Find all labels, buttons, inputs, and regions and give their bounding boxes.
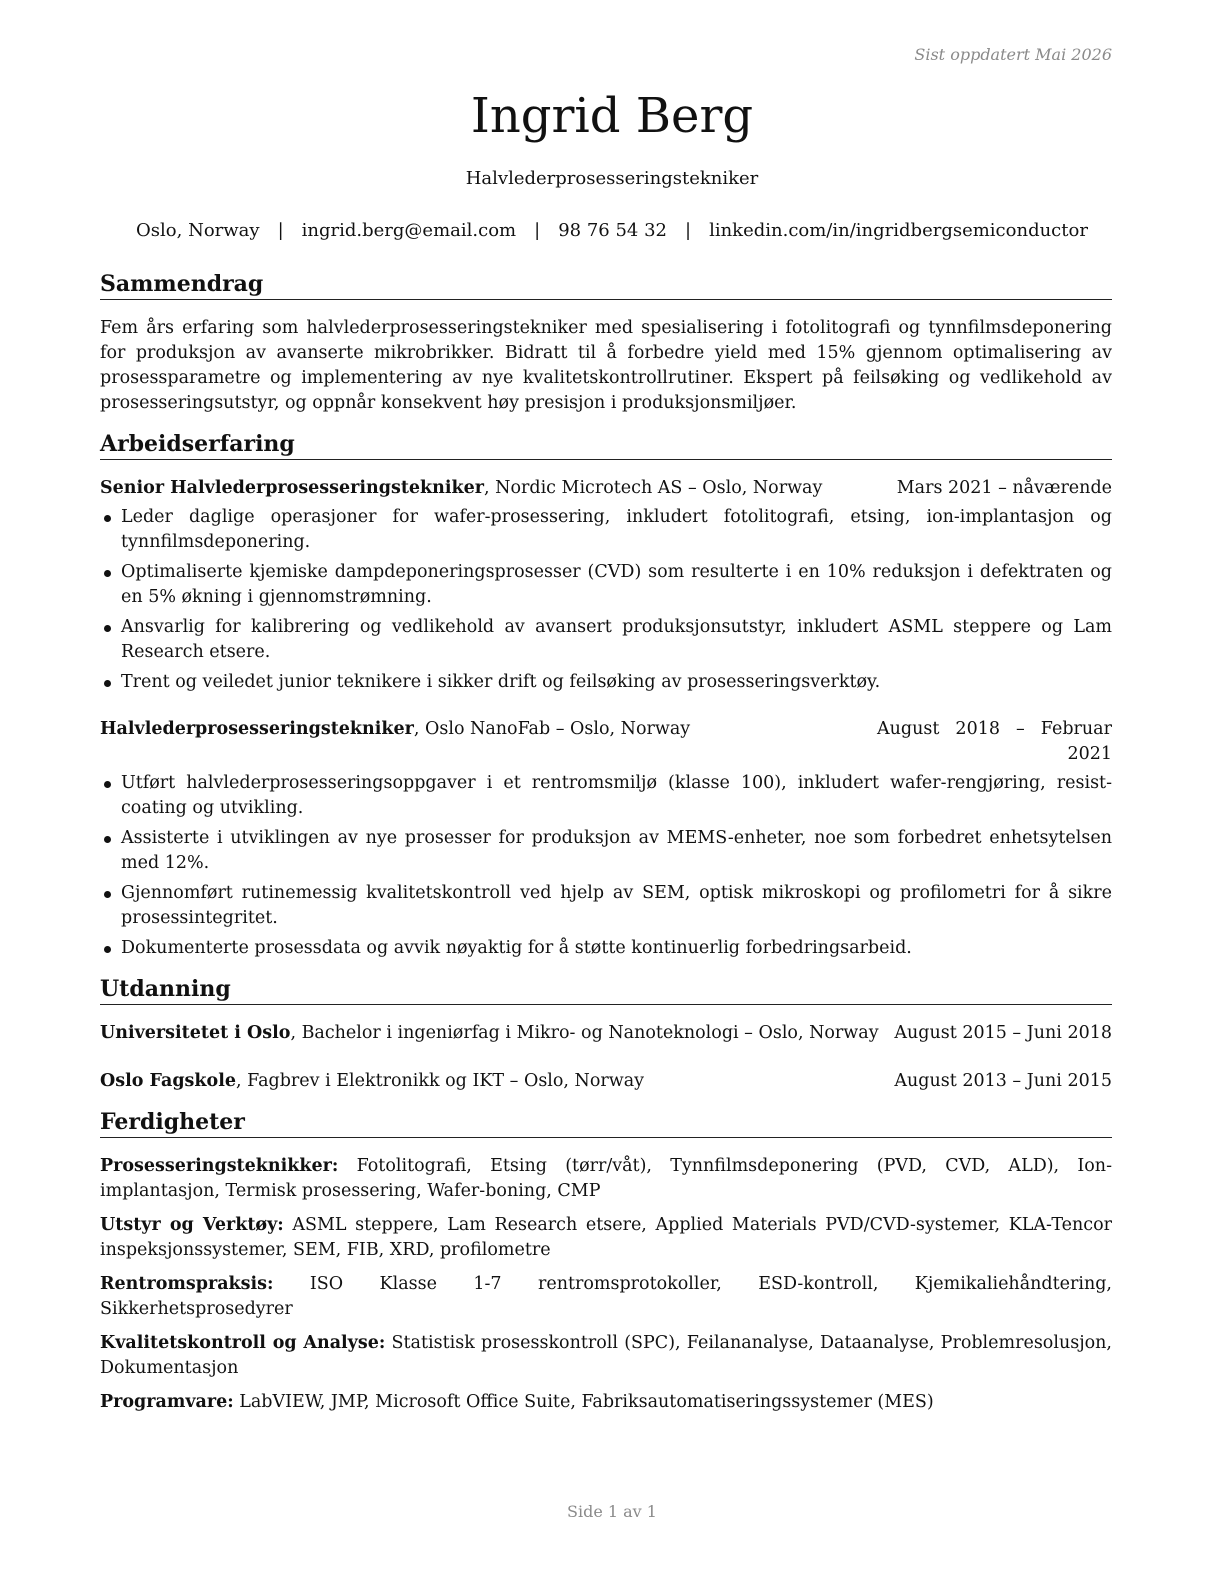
job-entry	[100, 717, 1112, 961]
list-item: Assisterte i utviklingen av nye prosesser for produksjon av MEMS-enheter, noe som forbedret enhetsytelsen med 12%.	[100, 826, 1112, 876]
separator: |	[277, 220, 284, 241]
job-role: Senior Halvlederprosesseringstekniker	[100, 478, 485, 498]
section-heading-summary: Sammendrag	[100, 270, 1112, 300]
school-name: Oslo Fagskole	[100, 1071, 236, 1091]
job-role-line	[100, 476, 822, 501]
skill-row	[100, 1213, 1112, 1263]
job-date: August 2018 – Februar 2021	[877, 719, 1112, 764]
job-org: , Nordic Microtech AS – Oslo, Norway	[484, 478, 823, 498]
list-item: Optimaliserte kjemiske dampdeponeringsprosesser (CVD) som resulterte i en 10% reduksjon i defektraten og en 5% økning i gjennomstrømning.	[100, 560, 1112, 610]
school-name: Universitetet i Oslo	[100, 1023, 291, 1043]
job-org: , Oslo NanoFab – Oslo, Norway	[413, 719, 691, 739]
skill-row	[100, 1331, 1112, 1381]
job-header	[100, 476, 1112, 501]
last-updated: Sist oppdatert Mai 2026	[914, 45, 1112, 64]
contact-line	[0, 220, 1224, 241]
skill-row	[100, 1390, 1112, 1415]
education-line	[100, 1069, 644, 1094]
skill-value: ASML steppere, Lam Research etsere, Applied Materials PVD/CVD-systemer, KLA-Tencor inspeksjonssystemer, SEM, FIB, XRD, profilometre	[100, 1215, 1112, 1260]
job-header	[100, 717, 1112, 767]
page-number: Side 1 av 1	[567, 1502, 657, 1521]
job-role: Halvlederprosesseringstekniker	[100, 719, 414, 739]
list-item: Leder daglige operasjoner for wafer-prosessering, inkludert fotolitografi, etsing, ion-implantasjon og tynnfilmsdeponering.	[100, 505, 1112, 555]
skill-row	[100, 1154, 1112, 1204]
list-item: Gjennomført rutinemessig kvalitetskontroll ved hjelp av SEM, optisk mikroskopi og profilometri for å sikre prosessintegritet.	[100, 881, 1112, 931]
person-name: Ingrid Berg	[470, 88, 754, 144]
separator: |	[534, 220, 541, 241]
job-date: Mars 2021 – nåværende	[896, 478, 1112, 498]
skill-row	[100, 1272, 1112, 1322]
list-item: Trent og veiledet junior teknikere i sikker drift og feilsøking av prosesseringsverktøy.	[100, 670, 1112, 695]
skill-value: Statistisk prosesskontroll (SPC), Feilananalyse, Dataanalyse, Problemresolusjon, Dokumentasjon	[100, 1333, 1112, 1378]
separator: |	[684, 220, 692, 241]
skill-label: Prosesseringsteknikker:	[100, 1156, 339, 1176]
contact-phone: 98 76 54 32	[558, 220, 667, 241]
section-heading-education: Utdanning	[100, 975, 1112, 1005]
skill-label: Kvalitetskontroll og Analyse:	[100, 1333, 386, 1353]
skill-label: Utstyr og Verktøy:	[100, 1215, 284, 1235]
job-role-line	[100, 717, 690, 767]
contact-linkedin[interactable]: linkedin.com/in/ingridbergsemiconductor	[709, 220, 1088, 241]
job-bullets	[100, 505, 1112, 695]
list-item: Utført halvlederprosesseringsoppgaver i et rentromsmiljø (klasse 100), inkludert wafer-rengjøring, resist-coating og utvikling.	[100, 771, 1112, 821]
skill-label: Rentromspraksis:	[100, 1274, 274, 1294]
education-date: August 2013 – Juni 2015	[894, 1071, 1112, 1091]
degree: , Bachelor i ingeniørfag i Mikro- og Nanoteknologi – Oslo, Norway	[290, 1023, 879, 1043]
list-item: Dokumenterte prosessdata og avvik nøyaktig for å støtte kontinuerlig forbedringsarbeid.	[100, 936, 1112, 961]
summary-text: Fem års erfaring som halvlederprosesseringstekniker med spesialisering i fotolitografi og tynnfilmsdeponering for produksjon av avanserte mikrobrikker. Bidratt til å forbedre yield med 15% gjennom optimalisering av prosessparametre og implementering av nye kvalitetskontrollrutiner. Ekspert på feilsøking og vedlikehold av prosesseringsutstyr, og oppnår konsekvent høy presisjon i produksjonsmiljøer.	[100, 318, 1112, 413]
skill-value: ISO Klasse 1-7 rentromsprotokoller, ESD-kontroll, Kjemikaliehåndtering, Sikkerhetsprosedyrer	[100, 1274, 1112, 1319]
skill-value: LabVIEW, JMP, Microsoft Office Suite, Fabriksautomatiseringssystemer (MES)	[233, 1392, 934, 1412]
section-heading-experience: Arbeidserfaring	[100, 430, 1112, 460]
skill-label: Programvare:	[100, 1392, 234, 1412]
job-bullets	[100, 771, 1112, 961]
contact-location: Oslo, Norway	[136, 220, 260, 241]
job-title: Halvlederprosesseringstekniker	[465, 168, 759, 189]
job-entry	[100, 476, 1112, 695]
skill-value: Fotolitografi, Etsing (tørr/våt), Tynnfilmsdeponering (PVD, CVD, ALD), Ion-implantasjon, Termisk prosessering, Wafer-boning, CMP	[100, 1156, 1112, 1201]
contact-email[interactable]: ingrid.berg@email.com	[301, 220, 517, 241]
degree: , Fagbrev i Elektronikk og IKT – Oslo, Norway	[235, 1071, 645, 1091]
section-heading-skills: Ferdigheter	[100, 1108, 1112, 1138]
resume-content	[100, 270, 1112, 1424]
education-line	[100, 1021, 879, 1046]
education-entry	[100, 1021, 1112, 1046]
list-item: Ansvarlig for kalibrering og vedlikehold av avansert produksjonsutstyr, inkludert ASML steppere og Lam Research etsere.	[100, 615, 1112, 665]
education-date: August 2015 – Juni 2018	[894, 1023, 1112, 1043]
education-entry	[100, 1069, 1112, 1094]
